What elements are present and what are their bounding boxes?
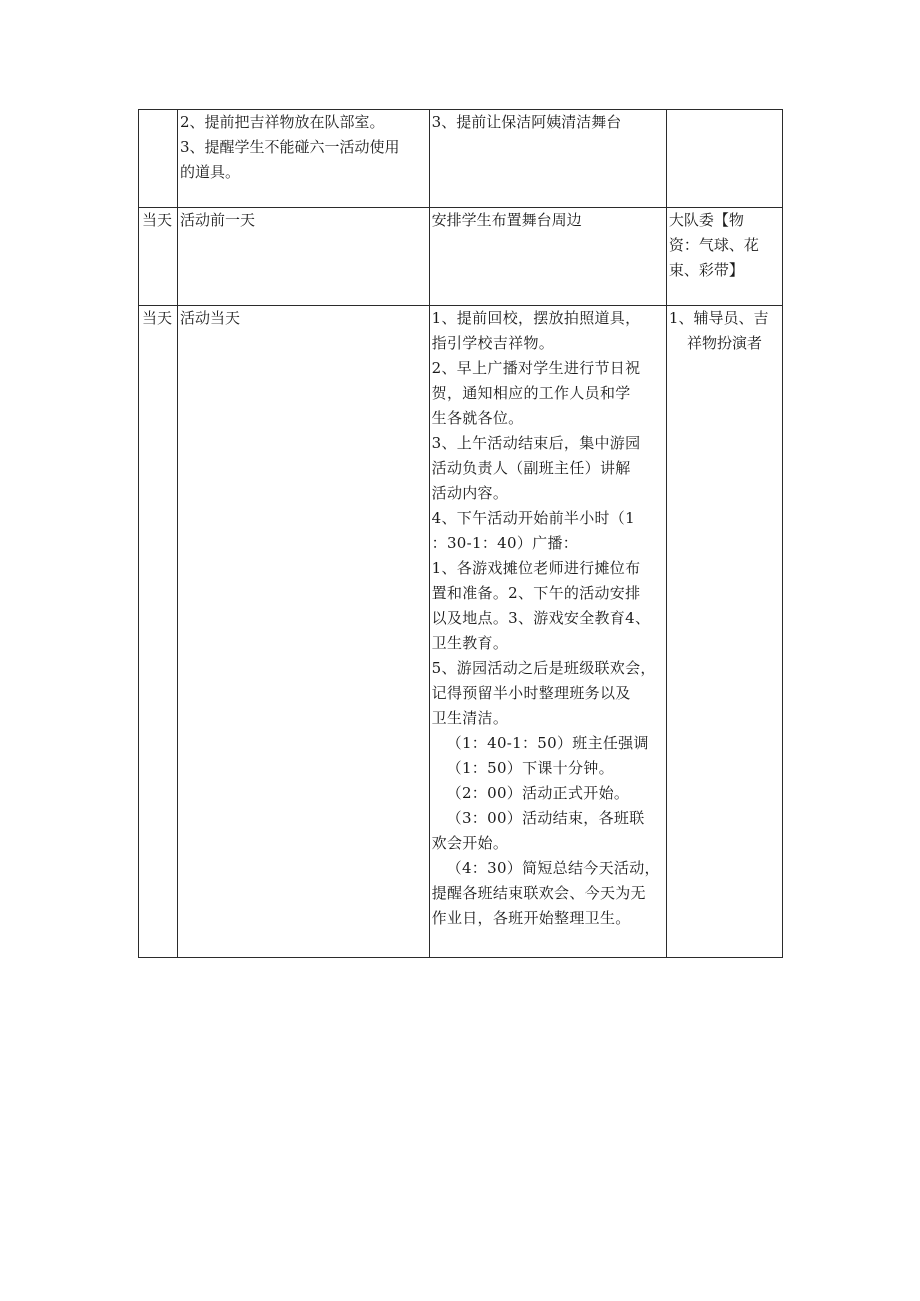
row3-owner-line: 祥物扮演者 [686, 334, 762, 352]
schedule-line: （2：00）活动正式开始。 [446, 784, 630, 802]
row2-day-cell: 当天 [139, 208, 178, 306]
row3-task-line: 1、各游戏摊位老师进行摊位布 [431, 559, 641, 577]
row1-task-line: 3、提前让保洁阿姨清洁舞台 [431, 113, 622, 131]
row2-stage-cell: 活动前一天 [178, 208, 430, 306]
row3-task-line: 以及地点。3、游戏安全教育4、 [431, 609, 651, 627]
row3-task-line: 卫生教育。 [431, 634, 509, 652]
schedule-line: （1：50）下课十分钟。 [446, 759, 614, 777]
row3-task-line: 活动负责人（副班主任）讲解 [431, 459, 631, 477]
row1-stage-line: 的道具。 [180, 163, 241, 181]
schedule-line: （1：40-1：50）班主任强调 [446, 734, 649, 752]
row3-task-cell [429, 306, 666, 958]
row3-owner-cell [666, 306, 782, 958]
row3-stage-cell: 活动当天 [178, 306, 430, 958]
row3-task-line: 1、提前回校，摆放拍照道具， [431, 309, 641, 327]
schedule-line: 作业日，各班开始整理卫生。 [431, 909, 631, 927]
row1-day-cell [139, 110, 178, 208]
row3-task-line: 3、上午活动结束后，集中游园 [431, 434, 641, 452]
row3-owner-line: 1、辅导员、吉 [668, 309, 769, 327]
table-row [139, 208, 783, 306]
row3-task-line: 生各就各位。 [431, 409, 524, 427]
activity-plan-table [138, 109, 783, 958]
row3-task-line: 5、游园活动之后是班级联欢会， [431, 659, 656, 677]
schedule-line: 欢会开始。 [431, 834, 509, 852]
row2-task-cell: 安排学生布置舞台周边 [429, 208, 666, 306]
row1-stage-cell [178, 110, 430, 208]
table-row [139, 110, 783, 208]
table-row [139, 306, 783, 958]
row1-task-cell [429, 110, 666, 208]
row3-task-line: 活动内容。 [431, 484, 509, 502]
row2-owner-line: 资：气球、花 [668, 236, 759, 254]
row3-task-line: ：30-1：40）广播： [431, 534, 579, 552]
row1-stage-line: 2、提前把吉祥物放在队部室。 [180, 113, 385, 131]
schedule-line: 提醒各班结束联欢会、今天为无 [431, 884, 646, 902]
row2-owner-line: 束、彩带】 [668, 261, 744, 279]
row1-stage-line: 3、提醒学生不能碰六一活动使用 [180, 138, 400, 156]
row3-task-line: 记得预留半小时整理班务以及 [431, 684, 631, 702]
row3-task-line: 2、早上广播对学生进行节日祝 [431, 359, 641, 377]
row3-task-line: 贺，通知相应的工作人员和学 [431, 384, 631, 402]
schedule-line: （3：00）活动结束，各班联 [446, 809, 645, 827]
row3-task-line: 4、下午活动开始前半小时（1 [431, 509, 635, 527]
row3-task-line: 指引学校吉祥物。 [431, 334, 555, 352]
schedule-line: （4：30）简短总结今天活动， [446, 859, 660, 877]
row3-task-line: 卫生清洁。 [431, 709, 509, 727]
row3-task-line: 置和准备。2、下午的活动安排 [431, 584, 641, 602]
row2-owner-line: 大队委【物 [668, 211, 744, 229]
row1-owner-cell [666, 110, 782, 208]
row2-owner-cell [666, 208, 782, 306]
row3-day-cell: 当天 [139, 306, 178, 958]
